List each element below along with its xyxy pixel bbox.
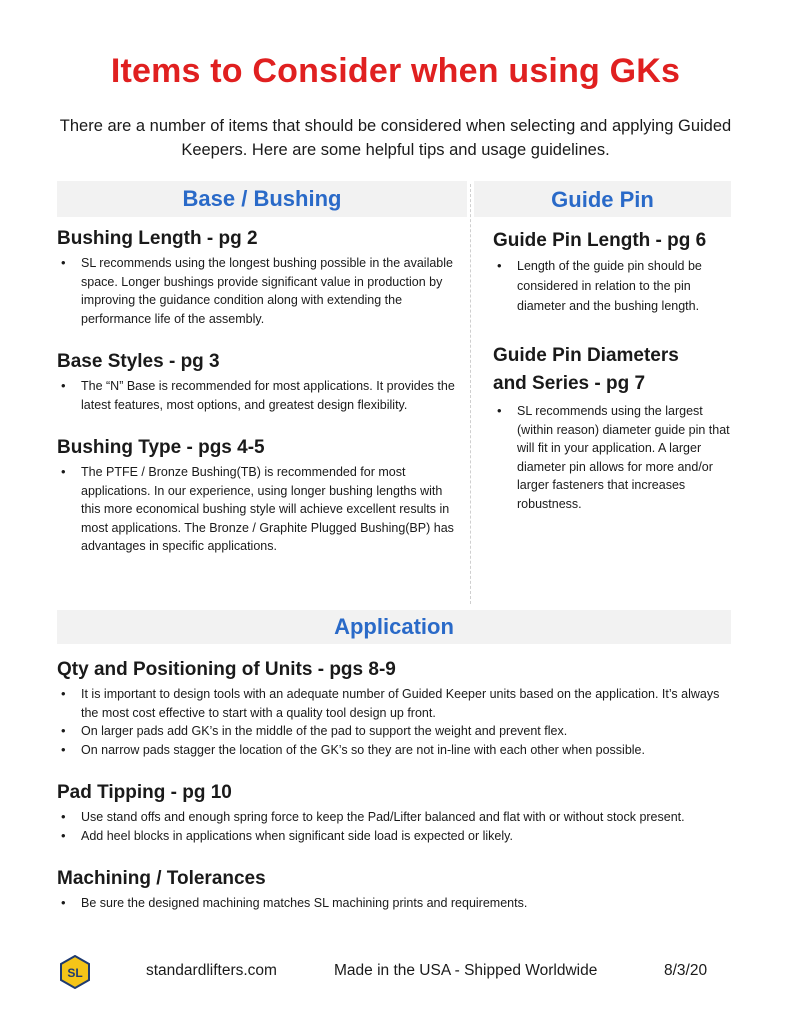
sl-logo-icon bbox=[58, 955, 92, 989]
section-title: Base Styles - pg 3 bbox=[57, 351, 220, 372]
footer-date: 8/3/20 bbox=[664, 962, 708, 979]
base-styles-section bbox=[57, 350, 457, 414]
qty-positioning-section bbox=[57, 658, 737, 759]
footer-website: standardlifters.com bbox=[146, 962, 277, 979]
section-title: Bushing Type - pgs 4-5 bbox=[57, 437, 265, 458]
guide-pin-length-section bbox=[493, 229, 739, 316]
application-column bbox=[57, 658, 737, 935]
bullet-item: • On larger pads add GK’s in the middle of the pad to support the weight and prevent flex. bbox=[57, 722, 737, 741]
intro-text: There are a number of items that should be considered when selecting and applying Guided Keepers. Here are some helpful tips and usage guidelines. bbox=[59, 117, 732, 159]
footer bbox=[58, 955, 738, 989]
bullet-item: • SL recommends using the largest (within reason) diameter guide pin that will fit in your application. A larger diameter pin allows for more and/or larger fasteners that increases robustness. bbox=[493, 402, 739, 513]
bullet-item: • On narrow pads stagger the location of the GK’s so they are not in-line with each other when possible. bbox=[57, 741, 737, 760]
section-title: Pad Tipping - pg 10 bbox=[57, 782, 232, 803]
application-heading: Application bbox=[334, 614, 454, 639]
guide-pin-column bbox=[493, 229, 739, 535]
bullet-item: • Use stand offs and enough spring force to keep the Pad/Lifter balanced and flat with or without stock present. bbox=[57, 808, 737, 827]
bullet-item: • Length of the guide pin should be considered in relation to the pin diameter and the bushing length. bbox=[493, 256, 739, 316]
machining-tolerances-section bbox=[57, 867, 737, 913]
guide-pin-diameters-section bbox=[493, 342, 739, 513]
guide-pin-heading: Guide Pin bbox=[551, 187, 654, 212]
bullet-item: • The “N” Base is recommended for most applications. It provides the latest features, most options, and greatest design flexibility. bbox=[57, 377, 457, 414]
base-bushing-heading: Base / Bushing bbox=[182, 186, 342, 211]
bullet-item: • Be sure the designed machining matches SL machining prints and requirements. bbox=[57, 894, 737, 913]
bullet-item: • SL recommends using the longest bushing possible in the available space. Longer bushings provide significant value in production by improving the guidance condition along with extending the performance life of the assembly. bbox=[57, 254, 457, 328]
bullet-item: • The PTFE / Bronze Bushing(TB) is recommended for most applications. In our experience, using longer bushing lengths with this more economical bushing style will achieve excellent results in most applications. The Bronze / Graphite Plugged Bushing(BP) has advantages in specific applications. bbox=[57, 463, 457, 556]
bullet-item: • Add heel blocks in applications when significant side load is expected or likely. bbox=[57, 827, 737, 846]
section-title: Qty and Positioning of Units - pgs 8-9 bbox=[57, 659, 396, 680]
base-bushing-column bbox=[57, 227, 457, 578]
pad-tipping-section bbox=[57, 781, 737, 845]
page-title: Items to Consider when using GKs bbox=[110, 52, 681, 90]
column-divider bbox=[470, 184, 471, 604]
footer-tagline: Made in the USA - Shipped Worldwide bbox=[334, 962, 598, 979]
section-title: Bushing Length - pg 2 bbox=[57, 228, 258, 249]
bushing-type-section bbox=[57, 436, 457, 556]
bullet-item: • It is important to design tools with an adequate number of Guided Keeper units based on the application. It’s always the most cost effective to start with a quality tool design up front. bbox=[57, 685, 737, 722]
bushing-length-section bbox=[57, 227, 457, 328]
section-title: Guide Pin Length - pg 6 bbox=[493, 230, 707, 251]
logo-text: SL bbox=[67, 966, 83, 980]
section-title: Machining / Tolerances bbox=[57, 868, 266, 889]
section-title: Guide Pin Diameters and Series - pg 7 bbox=[493, 345, 679, 394]
